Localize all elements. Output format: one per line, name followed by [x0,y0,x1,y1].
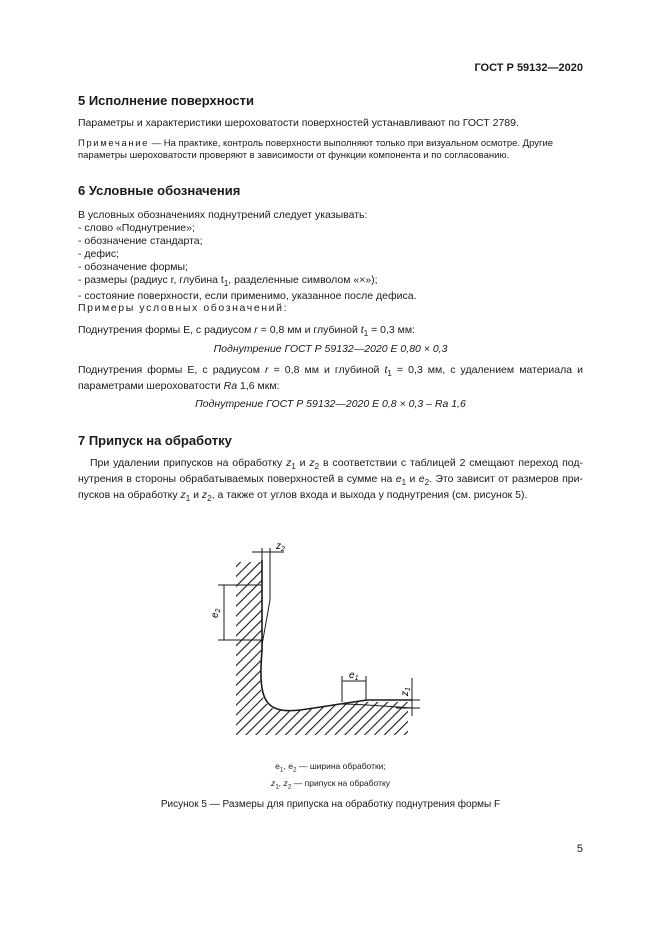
allowance-contour [262,560,412,708]
z2-label: $z_2$ [276,541,285,553]
standard-designation: ГОСТ Р 59132—2020 [474,62,583,74]
legend-line-2: $z_1$, $z_2$ — припуск на обработку [270,777,391,791]
figure-caption: Рисунок 5 — Размеры для припуска на обработку поднутрения формы F [160,799,501,810]
examples-label: Примеры условных обозначений: [78,302,289,314]
example-2-text: Поднутрения формы Е, с радиусом r = 0,8 мм и глубиной $t_1 = 0,3$ мм, с удалением материала и параметрами шероховатости Ra 1,6 мкм: [78,364,583,393]
z1-label: $z_1$ [400,687,412,696]
legend-line-1: $e_1$, $e_2$ — ширина обработки; [275,761,386,774]
list-item: - обозначение формы; [78,261,188,273]
note-line-1: — На практике, контроль поверхности выполняют только при визуальном осмотре. Другие [149,138,554,149]
finished-surface-contour [261,560,412,711]
list-item: - обозначение стандарта; [78,235,203,247]
example-1-formula: Поднутрение ГОСТ Р 59132—2020 Е 0,80 × 0,3 [213,343,448,355]
list-item: - состояние поверхности, если применимо, указанное после дефиса. [78,290,417,303]
note-label: Примечание [78,138,149,149]
page-number: 5 [576,843,583,855]
section-6-intro: В условных обозначениях поднутрений следует указывать: [78,209,368,221]
e1-label: $e_1$ [349,670,359,682]
section-7-paragraph: При удалении припусков на обработку $z_1$ и $z_2$ в соответствии с таблицей 2 смещают переход под- нутрения в стороны обрабатываемых поверхностей в сумме на $e_1$ и $e_2$. Это зависит от размеров при- пусков на обработку $z_1$ и $z_2$, а также от углов входа и выхода у поднутрения (см. рисунок 5). [78,457,583,504]
example-2-formula: Поднутрение ГОСТ Р 59132—2020 Е 0,8 × 0,3 – Ra 1,6 [195,398,466,410]
list-item: - размеры (радиус r, глубина $t_1$, разделенные символом «×»); [78,274,378,289]
figure-legend [78,760,583,793]
list-item: - слово «Поднутрение»; [78,222,195,234]
note-line-2: параметры шероховатости проверяют в зависимости от функции компонента и по согласованию. [78,150,510,161]
section-5-paragraph: Параметры и характеристики шероховатости поверхностей устанавливают по ГОСТ 2789. [78,117,519,129]
e2-label: $e_2$ [210,608,222,618]
list-item: - дефис; [78,248,120,260]
example-1-text: Поднутрения формы Е, с радиусом r = 0,8 мм и глубиной $t_1 = 0,3$ мм: [78,324,415,339]
section-7-title: 7 Припуск на обработку [78,433,232,448]
section-5-title: 5 Исполнение поверхности [78,93,254,108]
section-6-title: 6 Условные обозначения [78,183,241,198]
